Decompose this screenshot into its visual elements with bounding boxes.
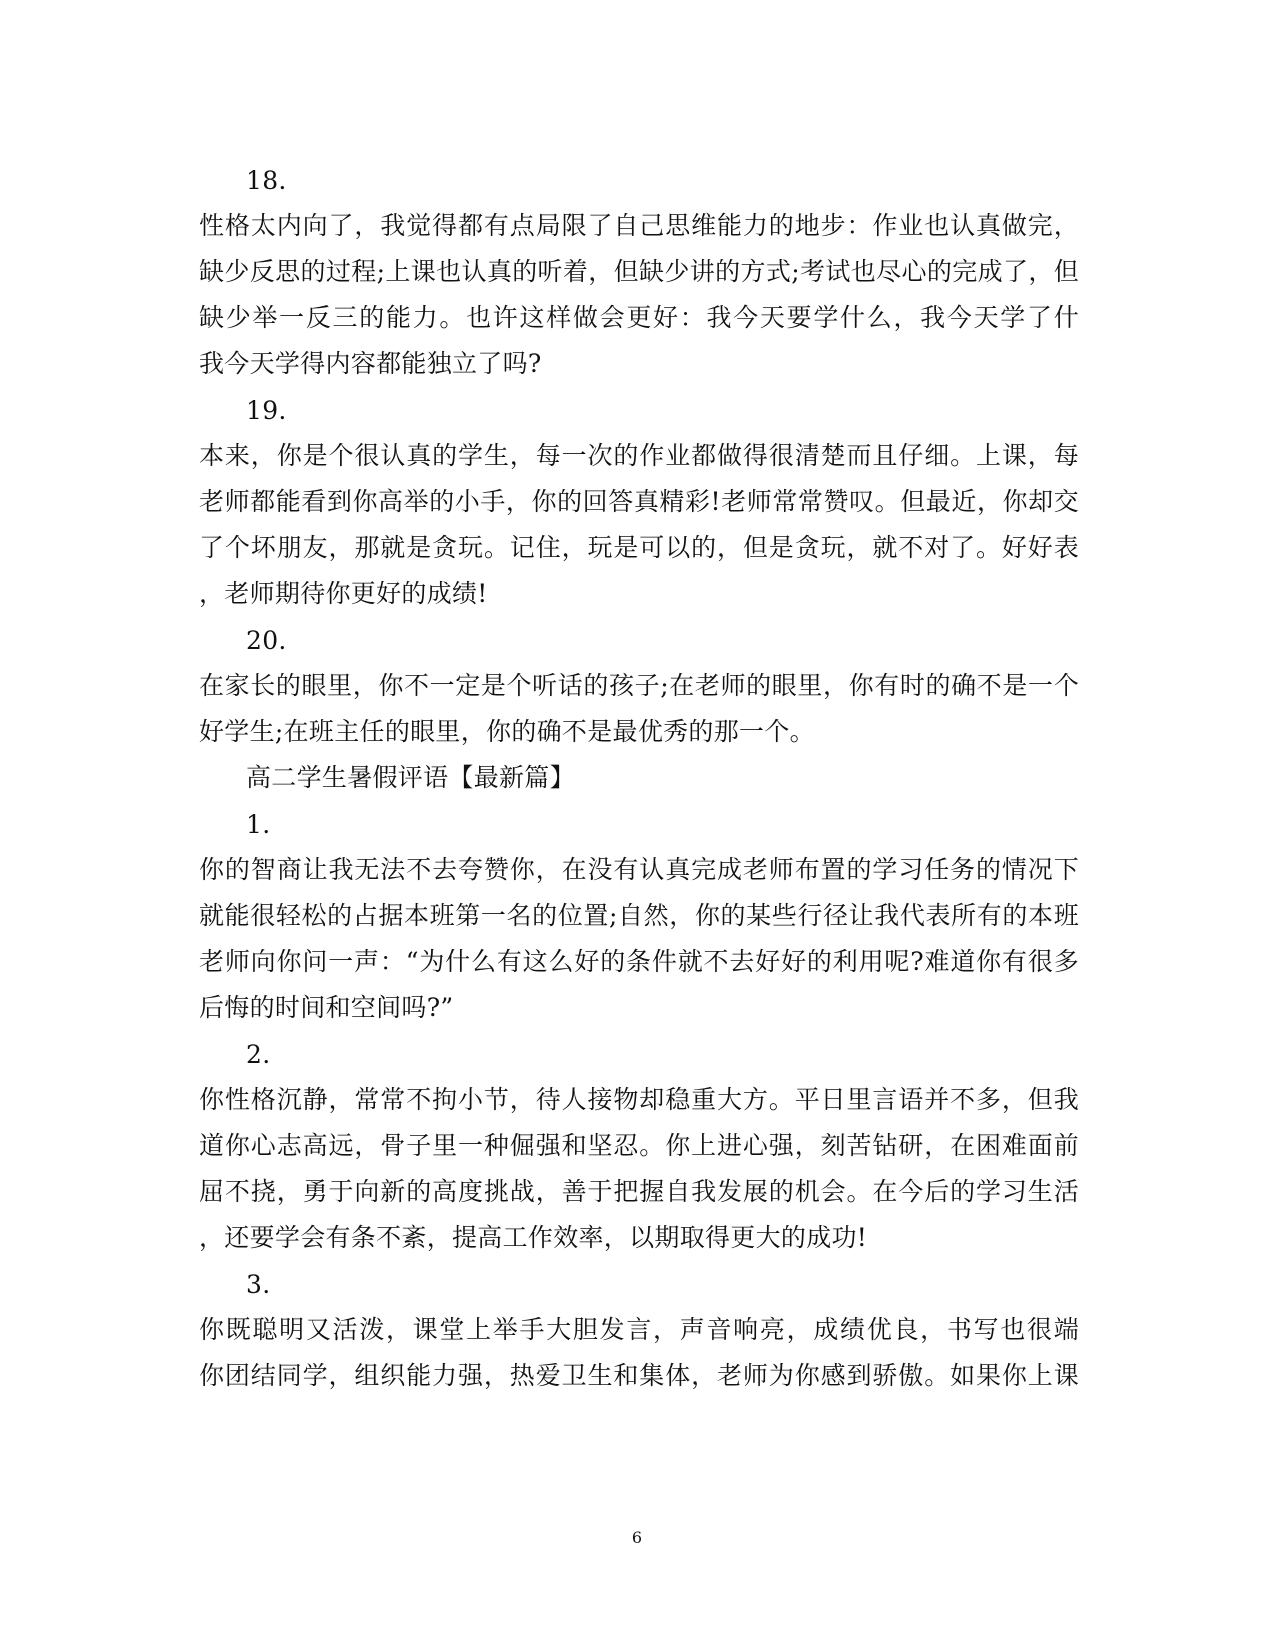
paragraph-line: 你的智商让我无法不去夸赞你，在没有认真完成老师布置的学习任务的情况下	[199, 855, 1079, 884]
item-number: 1.	[246, 810, 271, 839]
paragraph-line: 缺少反思的过程;上课也认真的听着，但缺少讲的方式;考试也尽心的完成了，但	[199, 257, 1079, 286]
paragraph-line: 老师向你问一声：“为什么有这么好的条件就不去好好的利用呢?难道你有很多	[199, 947, 1079, 976]
paragraph-line: 你团结同学，组织能力强，热爱卫生和集体，老师为你感到骄傲。如果你上课	[199, 1361, 1079, 1390]
section-heading: 高二学生暑假评语【最新篇】	[246, 763, 575, 792]
item-number: 3.	[246, 1270, 271, 1299]
page-number: 6	[631, 1528, 643, 1547]
paragraph-line: 性格太内向了，我觉得都有点局限了自己思维能力的地步：作业也认真做完，	[199, 211, 1079, 240]
paragraph-line: 你既聪明又活泼，课堂上举手大胆发言，声音响亮，成绩优良，书写也很端	[199, 1315, 1079, 1344]
paragraph-line: 了个坏朋友，那就是贪玩。记住，玩是可以的，但是贪玩，就不对了。好好表	[199, 533, 1079, 562]
paragraph-line: 就能很轻松的占据本班第一名的位置;自然，你的某些行径让我代表所有的本班	[199, 901, 1079, 930]
item-number: 18.	[246, 166, 287, 195]
item-number: 20.	[246, 626, 287, 655]
item-number: 19.	[246, 396, 287, 425]
paragraph-line: 缺少举一反三的能力。也许这样做会更好：我今天要学什么，我今天学了什	[199, 303, 1079, 332]
paragraph-line: 好学生;在班主任的眼里，你的确不是最优秀的那一个。	[199, 717, 815, 746]
paragraph-line: ，还要学会有条不紊，提高工作效率，以期取得更大的成功!	[199, 1223, 868, 1252]
paragraph-line: 你性格沉静，常常不拘小节，待人接物却稳重大方。平日里言语并不多，但我	[199, 1085, 1079, 1114]
item-number: 2.	[246, 1040, 271, 1069]
paragraph-line: 在家长的眼里，你不一定是个听话的孩子;在老师的眼里，你有时的确不是一个	[199, 671, 1079, 700]
paragraph-line: ，老师期待你更好的成绩!	[199, 579, 488, 608]
paragraph-line: 我今天学得内容都能独立了吗?	[199, 349, 542, 378]
paragraph-line: 道你心志高远，骨子里一种倔强和坚忍。你上进心强，刻苦钻研，在困难面前	[199, 1131, 1079, 1160]
paragraph-line: 老师都能看到你高举的小手，你的回答真精彩!老师常常赞叹。但最近，你却交	[199, 487, 1079, 516]
paragraph-line: 后悔的时间和空间吗?”	[199, 993, 454, 1022]
paragraph-line: 屈不挠，勇于向新的高度挑战，善于把握自我发展的机会。在今后的学习生活	[199, 1177, 1079, 1206]
paragraph-line: 本来，你是个很认真的学生，每一次的作业都做得很清楚而且仔细。上课，每	[199, 441, 1079, 470]
